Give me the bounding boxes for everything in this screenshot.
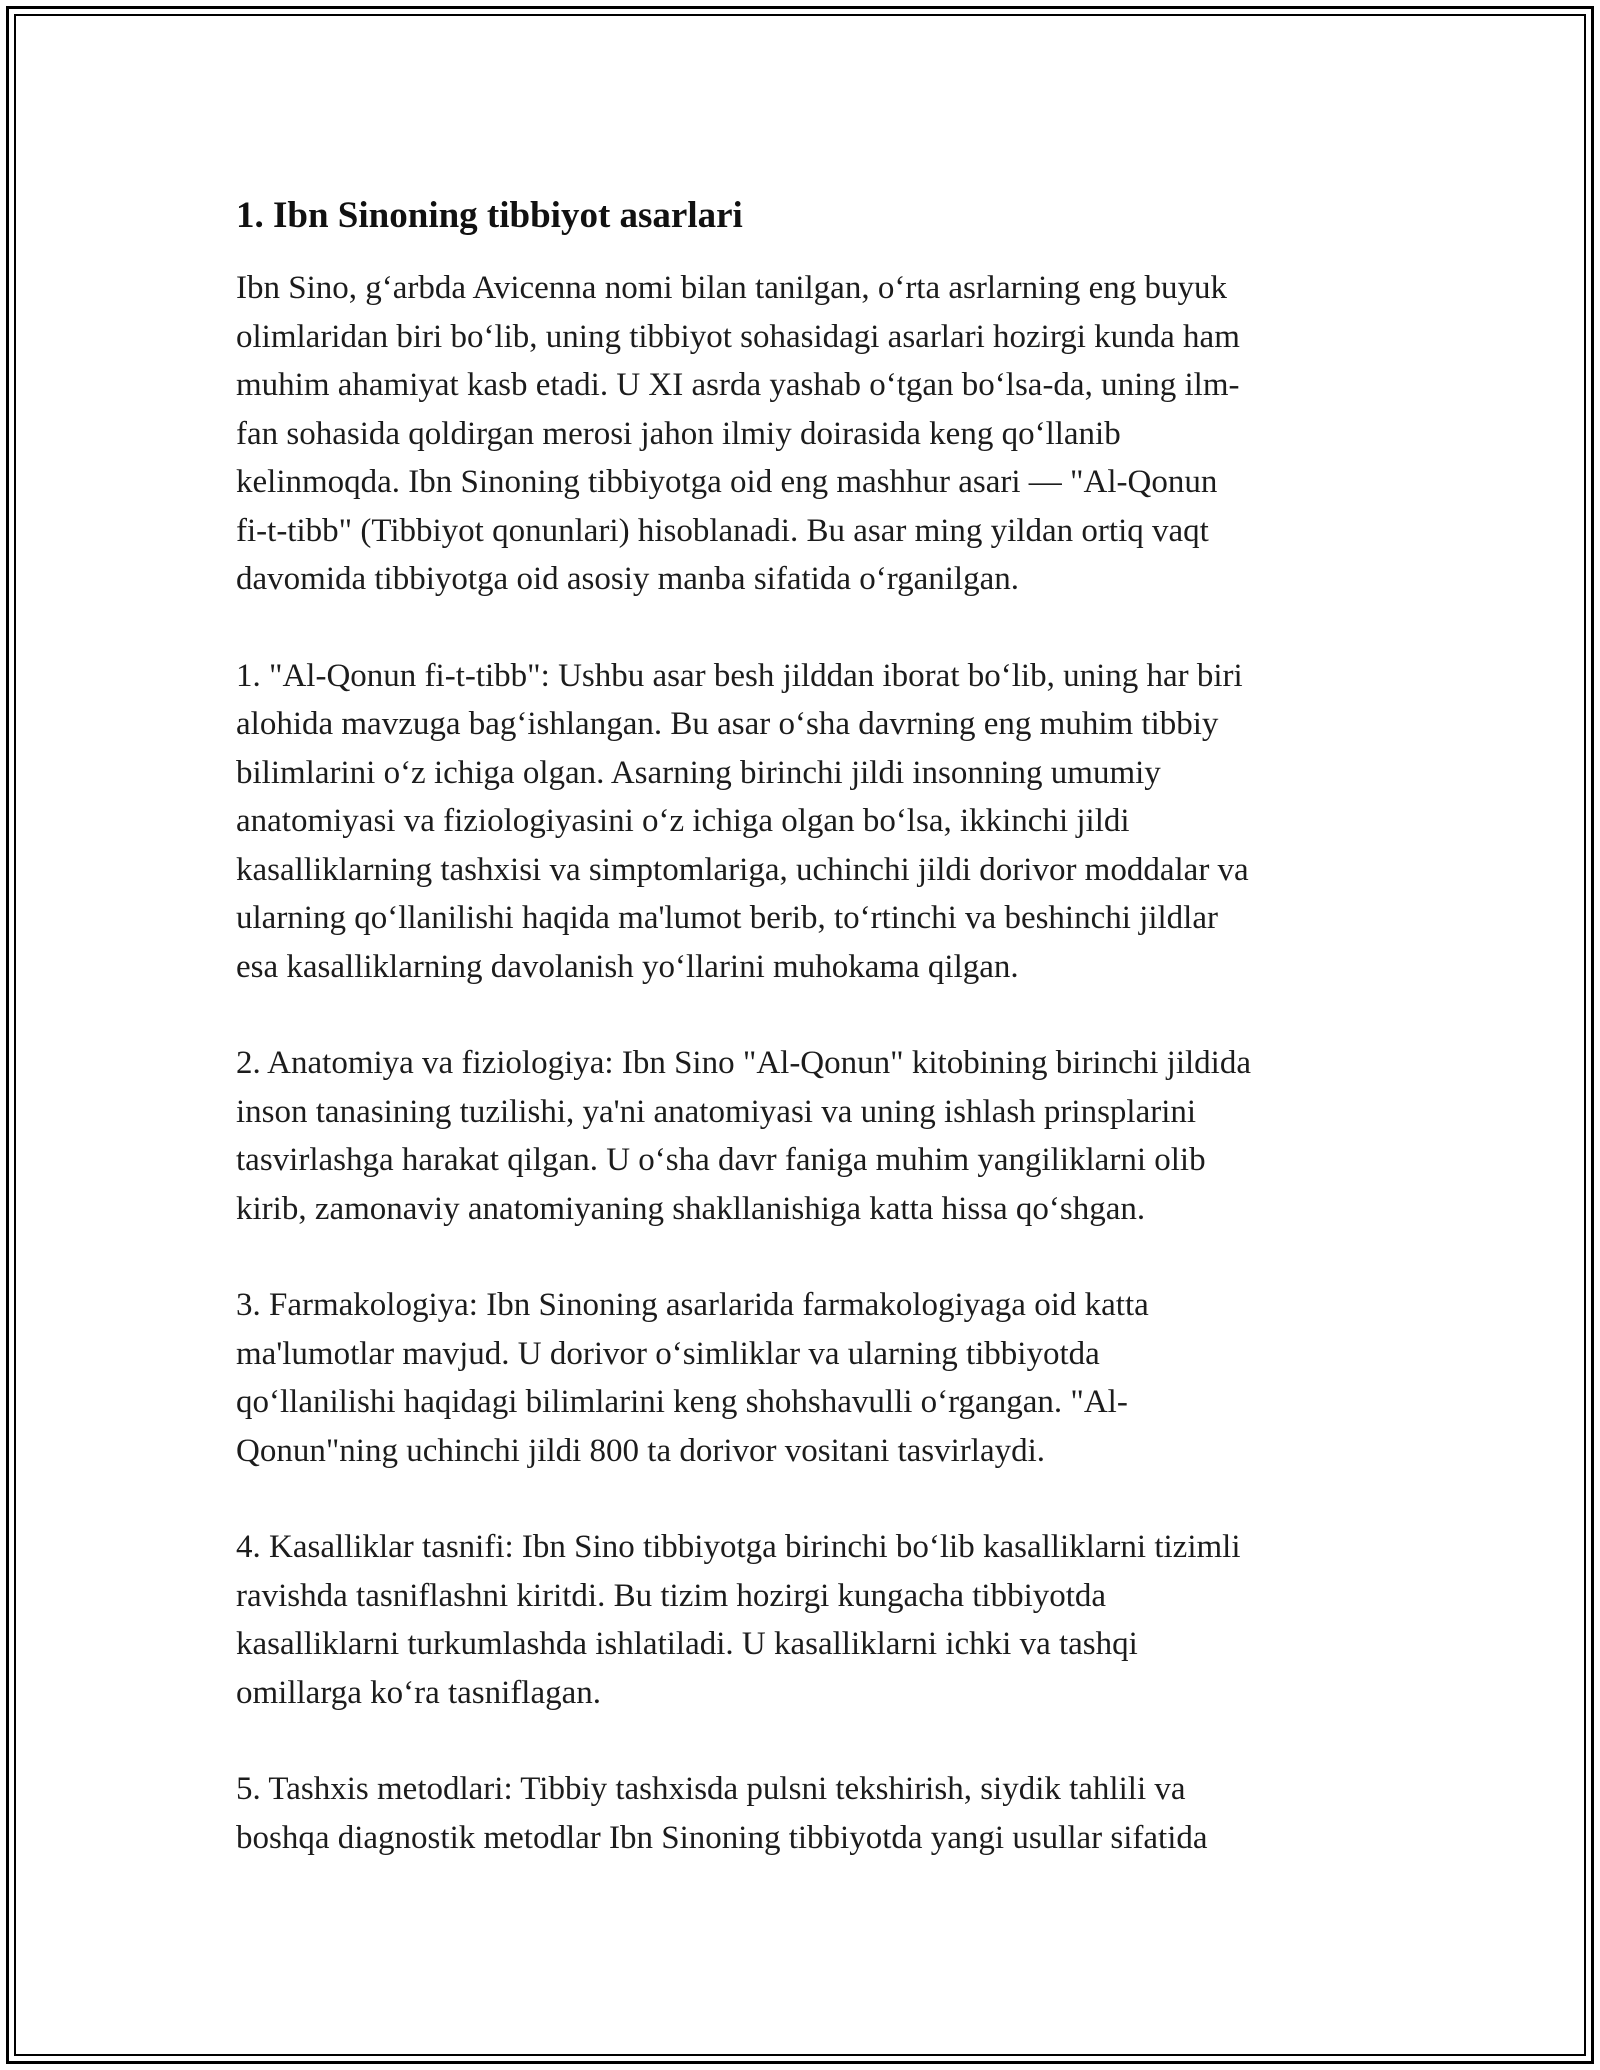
text-line: 4. Kasalliklar tasnifi: Ibn Sino tibbiyotga birinchi bo‘lib kasalliklarni tizimli [236,1529,1241,1565]
text-line: fi-t-tibb" (Tibbiyot qonunlari) hisoblanadi. Bu asar ming yildan ortiq vaqt [236,512,1209,549]
text-line: muhim ahamiyat kasb etadi. U XI asrda yashab o‘tgan bo‘lsa-da, uning ilm- [236,367,1240,403]
text-line: inson tanasining tuzilishi, ya'ni anatomiyasi va uning ishlash prinsplarini [236,1093,1197,1130]
text-line: kasalliklarni turkumlashda ishlatiladi. U kasalliklarni ichki va tashqi [236,1626,1138,1662]
page-inner-border [14,14,1586,2056]
text-line: tasvirlashga harakat qilgan. U o‘sha davr faniga muhim yangiliklarni olib [236,1142,1206,1178]
text-line: kelinmoqda. Ibn Sinoning tibbiyotga oid eng mashhur asari — "Al-Qonun [236,464,1218,500]
text-line: kasalliklarning tashxisi va simptomlariga, uchinchi jildi dorivor moddalar va [236,851,1249,888]
text-line: 5. Tashxis metodlari: Tibbiy tashxisda pulsni tekshirish, siydik tahlili va [236,1771,1186,1807]
text-line: esa kasalliklarning davolanish yo‘llarini muhokama qilgan. [236,948,1019,985]
text-line: Ibn Sino, g‘arbda Avicenna nomi bilan tanilgan, o‘rta asrlarning eng buyuk [236,270,1227,306]
text-line: fan sohasida qoldirgan merosi jahon ilmiy doirasida keng qo‘llanib [236,415,1121,452]
text-line: ularning qo‘llanilishi haqida ma'lumot berib, to‘rtinchi va beshinchi jildlar [236,900,1218,936]
text-line: 1. "Al-Qonun fi-t-tibb": Ushbu asar besh jilddan iborat bo‘lib, uning har biri [236,657,1243,694]
intro-paragraph [236,264,1396,604]
section-heading: 1. Ibn Sinoning tibbiyot asarlari [236,195,743,236]
document-body [236,194,1396,1862]
text-line: boshqa diagnostik metodlar Ibn Sinoning tibbiyotda yangi usullar sifatida [236,1819,1208,1856]
item-pharmacology-paragraph [236,1281,1396,1475]
item-classification-paragraph [236,1523,1396,1717]
text-line: omillarga ko‘ra tasniflagan. [236,1674,602,1711]
text-line: ravishda tasniflashni kiritdi. Bu tizim hozirgi kungacha tibbiyotda [236,1577,1107,1614]
text-line: qo‘llanilishi haqidagi bilimlarini keng shohshavulli o‘rgangan. "Al- [236,1384,1128,1420]
item-diagnosis-paragraph [236,1765,1396,1862]
text-line: bilimlarini o‘z ichiga olgan. Asarning birinchi jildi insonning umumiy [236,754,1161,791]
text-line: alohida mavzuga bag‘ishlangan. Bu asar o‘sha davrning eng muhim tibbiy [236,706,1219,742]
text-line: 2. Anatomiya va fiziologiya: Ibn Sino "Al-Qonun" kitobining birinchi jildida [236,1045,1251,1081]
text-line: ma'lumotlar mavjud. U dorivor o‘simliklar va ularning tibbiyotda [236,1335,1100,1372]
item-anatomy-paragraph [236,1039,1396,1233]
text-line: 3. Farmakologiya: Ibn Sinoning asarlarida farmakologiyaga oid katta [236,1287,1149,1323]
text-line: kirib, zamonaviy anatomiyaning shakllanishiga katta hissa qo‘shgan. [236,1190,1146,1227]
text-line: davomida tibbiyotga oid asosiy manba sifatida o‘rganilgan. [236,561,1019,597]
item-al-qonun-paragraph [236,652,1396,992]
page-outer-border [6,6,1594,2064]
text-line: Qonun"ning uchinchi jildi 800 ta dorivor vositani tasvirlaydi. [236,1432,1046,1469]
text-line: anatomiyasi va fiziologiyasini o‘z ichiga olgan bo‘lsa, ikkinchi jildi [236,803,1130,839]
text-line: olimlaridan biri bo‘lib, uning tibbiyot sohasidagi asarlari hozirgi kunda ham [236,318,1240,355]
